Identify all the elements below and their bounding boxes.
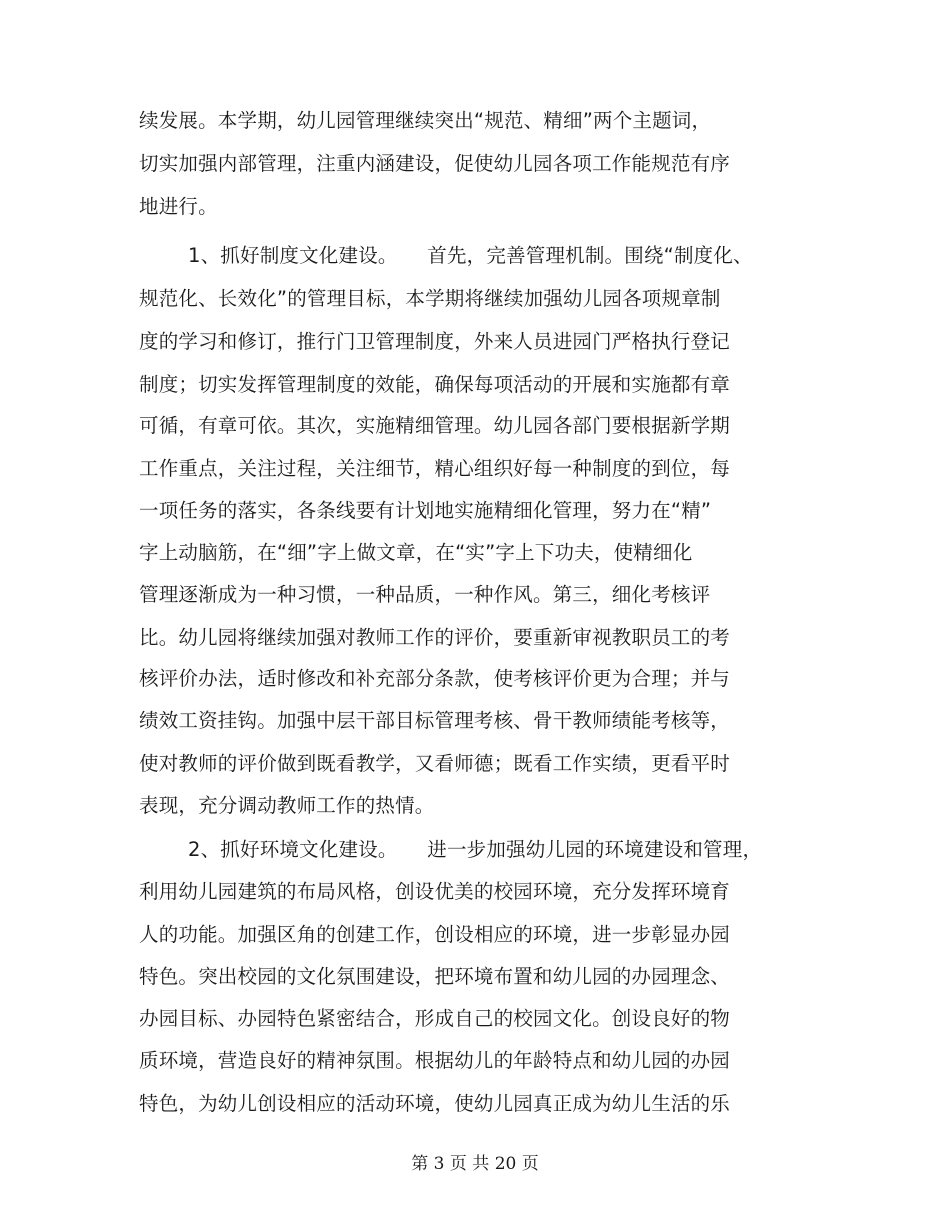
- text-line: 制度；切实发挥管理制度的效能，确保每项活动的开展和实施都有章: [139, 373, 731, 396]
- text-line: 利用幼儿园建筑的布局风格，创设优美的校园环境，充分发挥环境育: [139, 880, 731, 903]
- text-line: 人的功能。加强区角的创建工作，创设相应的环境，进一步彰显办园: [139, 923, 731, 946]
- text-line: 绩效工资挂钩。加强中层干部目标管理考核、骨干教师绩能考核等，: [139, 709, 731, 732]
- text-line: 使对教师的评价做到既看教学，又看师德；既看工作实绩，更看平时: [139, 752, 731, 775]
- text-line: 质环境，营造良好的精神氛围。根据幼儿的年龄特点和幼儿园的办园: [139, 1049, 731, 1072]
- text-line: 办园目标、办园特色紧密结合，形成自己的校园文化。创设良好的物: [139, 1007, 731, 1030]
- text-line: 工作重点，关注过程，关注细节，精心组织好每一种制度的到位，每: [139, 457, 731, 480]
- text-line: 规范化、长效化”的管理目标，本学期将继续加强幼儿园各项规章制: [139, 287, 721, 310]
- text-line: 核评价办法，适时修改和补充部分条款，使考核评价更为合理；并与: [139, 667, 731, 690]
- text-line: 管理逐渐成为一种习惯，一种品质，一种作风。第三，细化考核评: [139, 583, 711, 606]
- text-line: 字上动脑筋，在“细”字上做文章，在“实”字上下功夫，使精细化: [139, 541, 693, 564]
- section-2-heading-line: 2、抓好环境文化建设。 进一步加强幼儿园的环境建设和管理，: [188, 838, 763, 861]
- text-line: 特色。突出校园的文化氛围建设，把环境布置和幼儿园的办园理念、: [139, 965, 731, 988]
- text-line: 比。幼儿园将继续加强对教师工作的评价，要重新审视教职员工的考: [139, 626, 731, 649]
- text-line: 表现，充分调动教师工作的热情。: [139, 794, 435, 817]
- text-line: 续发展。本学期，幼儿园管理继续突出“规范、精细”两个主题词，: [139, 109, 712, 132]
- section-1-heading-line: 1、抓好制度文化建设。 首先，完善管理机制。围绕“制度化、: [188, 244, 753, 267]
- page-number-footer: 第 3 页 共 20 页: [411, 1154, 539, 1174]
- text-line: 一项任务的落实，各条线要有计划地实施精细化管理，努力在“精”: [139, 499, 712, 522]
- text-line: 地进行。: [139, 195, 218, 218]
- text-line: 切实加强内部管理，注重内涵建设，促使幼儿园各项工作能规范有序: [139, 152, 731, 175]
- text-line: 度的学习和修订，推行门卫管理制度，外来人员进园门严格执行登记: [139, 330, 731, 353]
- text-line: 可循，有章可依。其次，实施精细管理。幼儿园各部门要根据新学期: [139, 414, 731, 437]
- text-line: 特色，为幼儿创设相应的活动环境，使幼儿园真正成为幼儿生活的乐: [139, 1092, 731, 1115]
